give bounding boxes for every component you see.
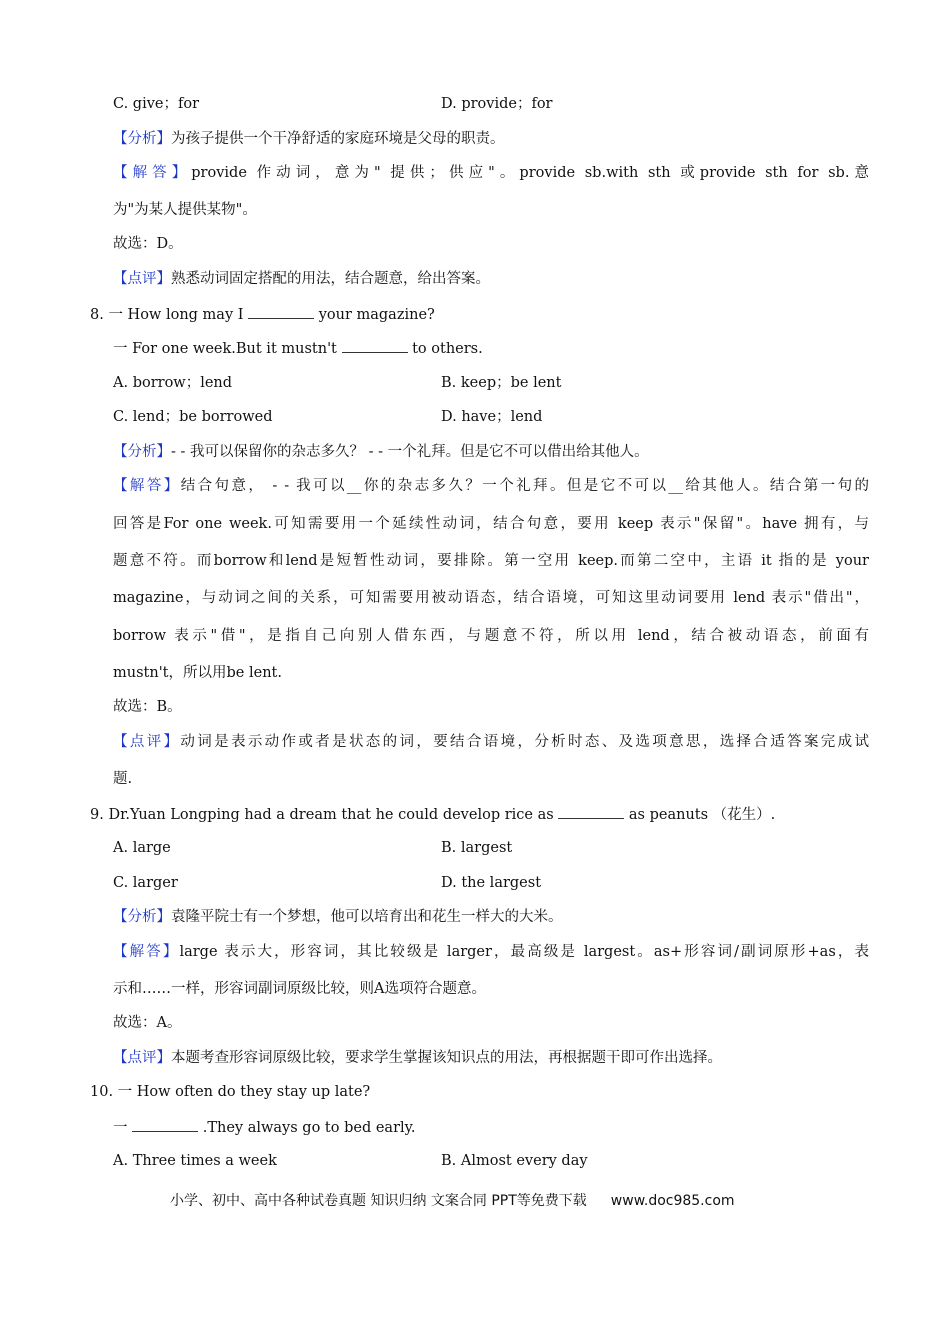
- answer-text: 题意不符。而borrow和lend是短暂性动词，要排除。第一空用 keep.而第二空中，主语 it 指的是 your: [113, 553, 869, 569]
- answer: [113, 942, 869, 962]
- option-b: B. keep；be lent: [441, 375, 562, 391]
- comment-text: 动词是表示动作或者是状态的词，要结合语境，分析时态、及选项意思，选择合适答案完成试: [180, 734, 870, 750]
- analysis: [113, 907, 563, 927]
- comment-text: 本题考查形容词原级比较，要求学生掌握该知识点的用法，再根据题干即可作出选择。: [171, 1050, 722, 1066]
- option-row: [113, 1151, 588, 1171]
- question-8: [90, 304, 435, 325]
- blank: [132, 1117, 198, 1132]
- answer-text: large 表示大，形容词，其比较级是 larger，最高级是 largest。as+形容词/副词原形+as，表: [179, 944, 869, 960]
- question-line: [113, 338, 483, 359]
- analysis-text: 为孩子提供一个干净舒适的家庭环境是父母的职责。: [171, 131, 505, 147]
- option-d: D. the largest: [441, 875, 542, 891]
- analysis-tag: 【分析】: [113, 444, 171, 460]
- answer-text: magazine，与动词之间的关系，可知需要用被动语态，结合语境，可知这里动词要用 lend 表示"借出"，: [113, 590, 869, 606]
- answer-text: 回答是For one week.可知需要用一个延续性动词，结合句意，要用 keep 表示"保留"。have 拥有，与: [113, 516, 869, 532]
- question-stem: 一 For one week.But it mustn't: [113, 341, 342, 357]
- answer-tag: 【解答】: [113, 944, 180, 960]
- option-a: A. Three times a week: [113, 1153, 277, 1169]
- blank: [248, 304, 314, 319]
- analysis: [113, 442, 649, 462]
- option-c: C. lend；be borrowed: [113, 409, 273, 425]
- question-stem: as peanuts （花生）.: [624, 807, 776, 823]
- option-row: [113, 873, 542, 893]
- question-stem: .They always go to bed early.: [198, 1120, 416, 1136]
- comment-tag: 【点评】: [113, 271, 171, 287]
- answer-text: 示和……一样，形容词副词原级比较，则A选项符合题意。: [113, 981, 486, 997]
- comment: [113, 732, 869, 752]
- comment: [113, 1048, 722, 1068]
- question-stem: 一 How long may I: [108, 307, 249, 323]
- blank: [558, 804, 624, 819]
- answer-text: mustn't，所以用be lent.: [113, 665, 282, 681]
- question-number: 10.: [90, 1084, 114, 1100]
- option-row: [113, 838, 513, 858]
- question-10: [90, 1082, 370, 1102]
- answer-text: 为"为某人提供某物"。: [113, 202, 257, 218]
- question-number: 8.: [90, 307, 104, 323]
- analysis-text: 袁隆平院士有一个梦想，他可以培育出和花生一样大的大米。: [171, 909, 563, 925]
- option-b: B. largest: [441, 840, 513, 856]
- answer-text: provide 作动词，意为" 提供；供应"。provide sb.with sth 或provide sth for sb.意: [191, 165, 869, 181]
- answer: [113, 163, 869, 183]
- question-stem: 一 How often do they stay up late?: [117, 1084, 371, 1100]
- footer: [170, 1190, 735, 1210]
- option-d: D. provide；for: [441, 96, 553, 112]
- option-a: A. borrow；lend: [113, 375, 233, 391]
- question-stem: 一: [113, 1120, 133, 1136]
- answer-text: borrow 表示"借"，是指自己向别人借东西，与题意不符，所以用 lend，结合被动语态，前面有: [113, 628, 869, 644]
- option-c: C. give；for: [113, 96, 200, 112]
- answer-tag: 【解答】: [113, 478, 181, 494]
- option-b: B. Almost every day: [441, 1153, 588, 1169]
- question-number: 9.: [90, 807, 104, 823]
- choice: 故选：A。: [113, 1015, 182, 1031]
- question-stem: your magazine?: [314, 307, 435, 323]
- footer-text: 小学、初中、高中各种试卷真题 知识归纳 文案合同 PPT等免费下载: [170, 1193, 587, 1209]
- comment-tag: 【点评】: [113, 734, 181, 750]
- option-row: [113, 373, 562, 393]
- analysis-text: - - 我可以保留你的杂志多久？ - - 一个礼拜。但是它不可以借出给其他人。: [171, 444, 649, 460]
- option-row: [113, 94, 553, 114]
- question-stem: to others.: [407, 341, 483, 357]
- question-line: [113, 1117, 416, 1138]
- choice: 故选：D。: [113, 236, 183, 252]
- footer-link[interactable]: www.doc985.com: [610, 1193, 735, 1209]
- option-c: C. larger: [113, 875, 178, 891]
- comment-tag: 【点评】: [113, 1050, 171, 1066]
- blank: [342, 338, 408, 353]
- answer-text: 结合句意， - - 我可以__你的杂志多久？一个礼拜。但是它不可以__给其他人。结合第一句的: [180, 478, 870, 494]
- option-row: [113, 407, 543, 427]
- answer-tag: 【解答】: [113, 165, 192, 181]
- answer: [113, 476, 869, 496]
- comment: [113, 269, 490, 289]
- analysis-tag: 【分析】: [113, 131, 171, 147]
- choice: 故选：B。: [113, 699, 182, 715]
- option-d: D. have；lend: [441, 409, 543, 425]
- option-a: A. large: [113, 840, 171, 856]
- analysis: [113, 129, 505, 149]
- comment-text: 熟悉动词固定搭配的用法，结合题意，给出答案。: [171, 271, 490, 287]
- question-stem: Dr.Yuan Longping had a dream that he could develop rice as: [108, 807, 559, 823]
- analysis-tag: 【分析】: [113, 909, 171, 925]
- question-9: [90, 804, 775, 825]
- comment-text: 题.: [113, 771, 133, 787]
